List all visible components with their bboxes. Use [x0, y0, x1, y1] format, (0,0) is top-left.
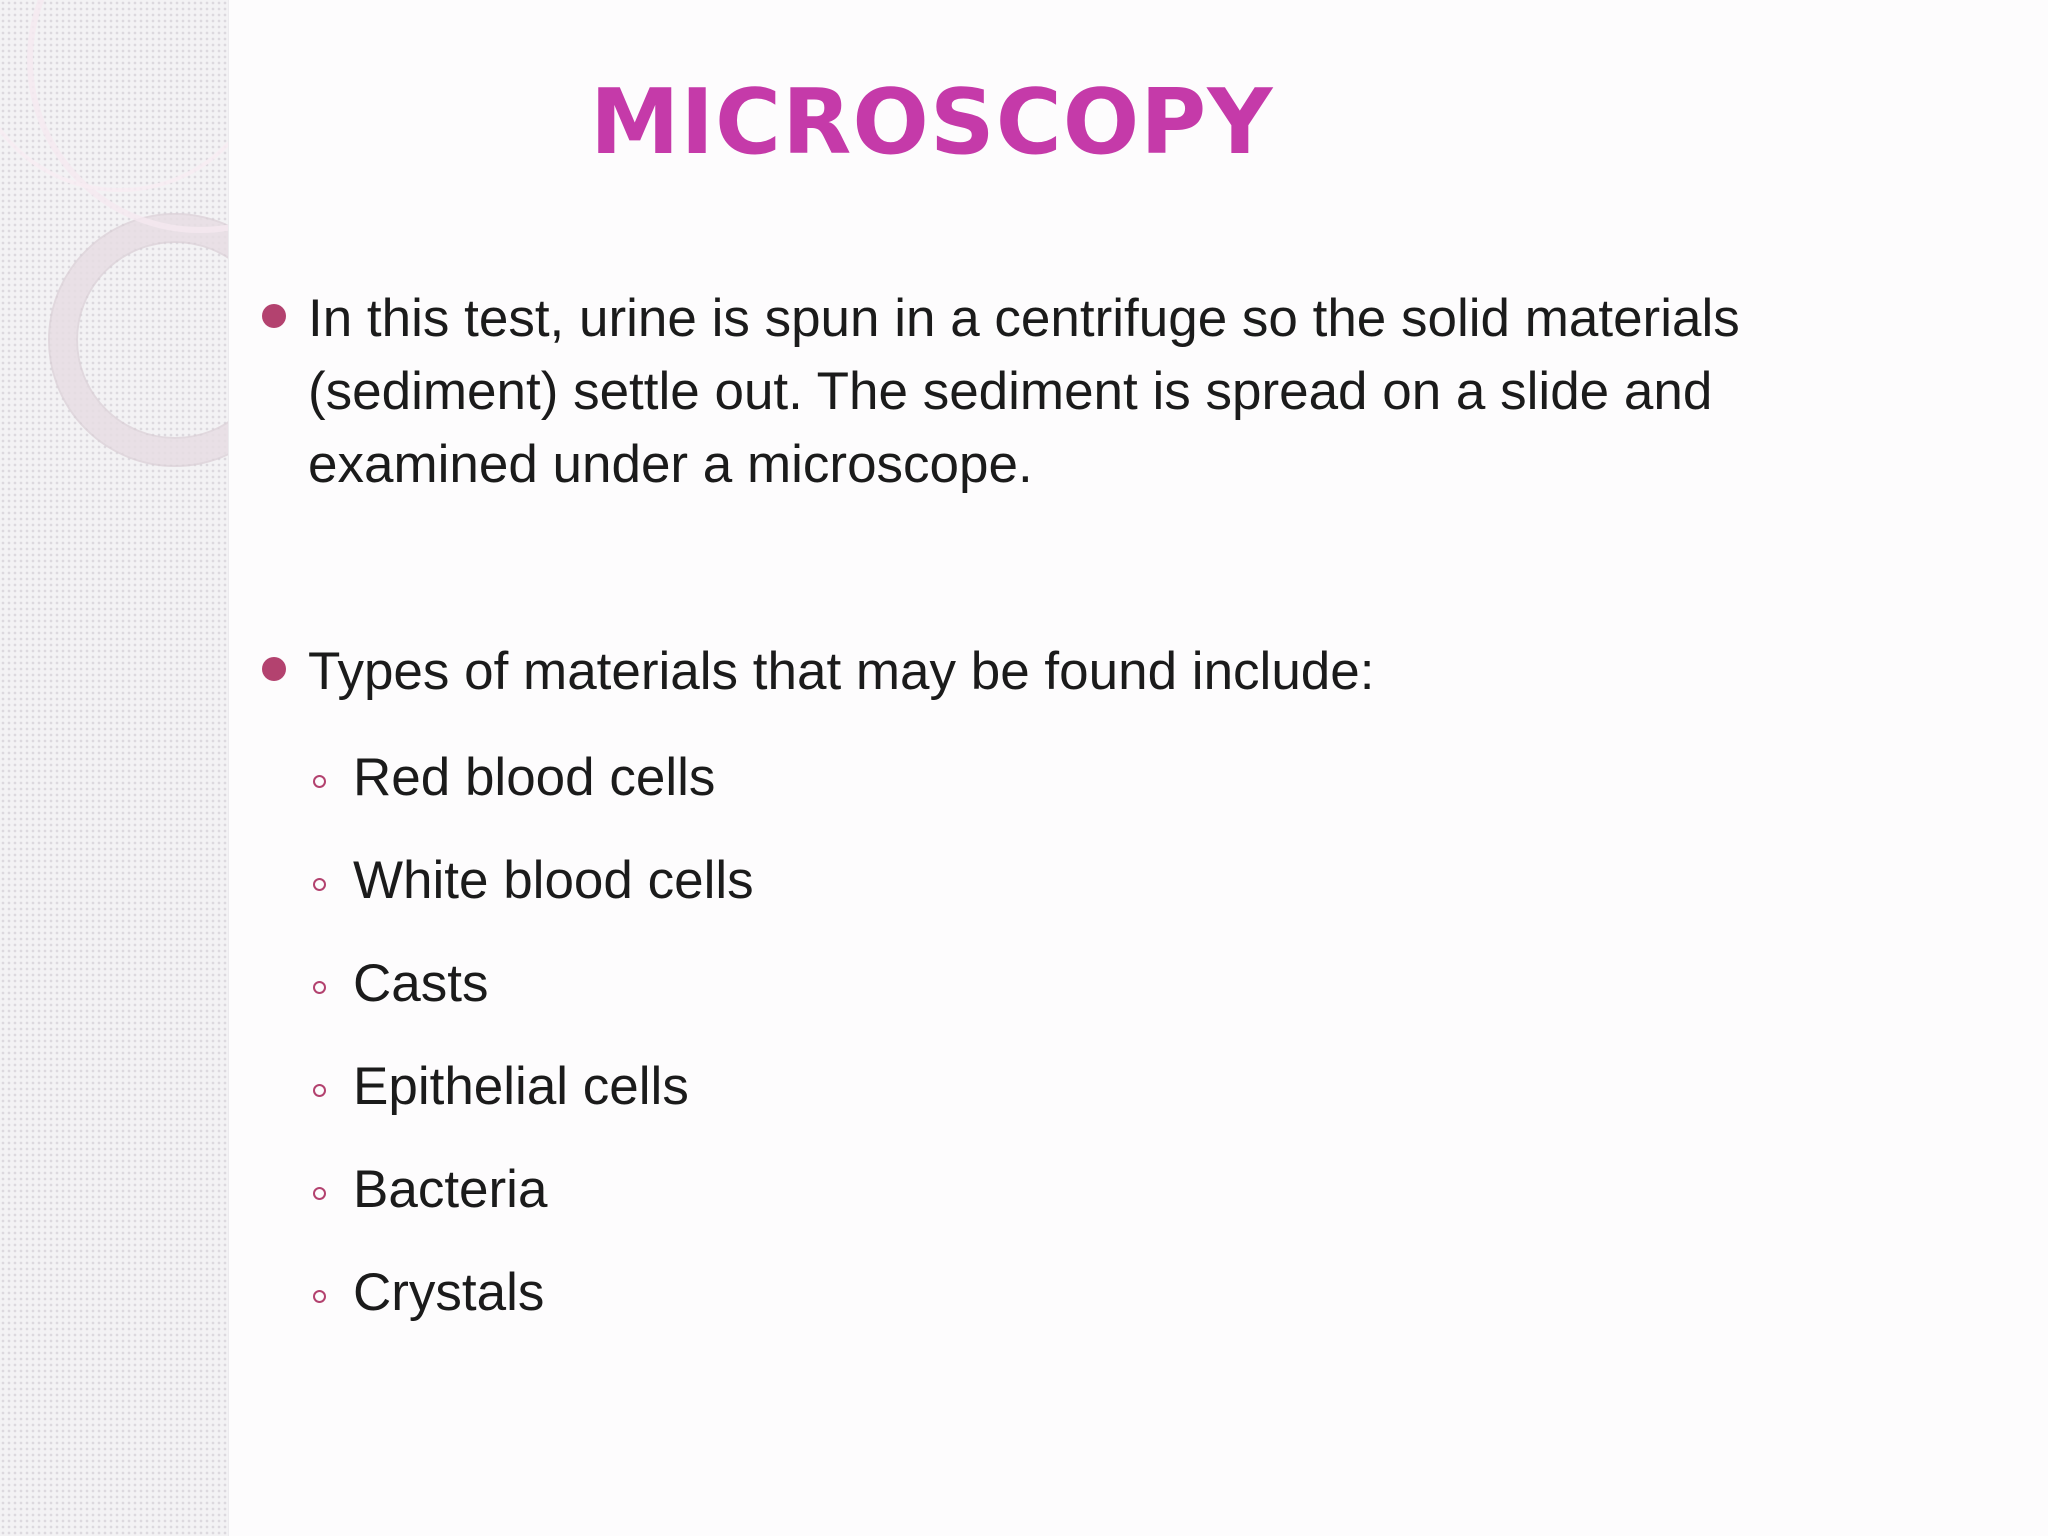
sub-item-text: Crystals	[353, 1263, 545, 1322]
slide-title: MICROSCOPY	[590, 70, 1274, 175]
filled-circle-bullet-icon	[262, 304, 286, 328]
sub-item-text: Bacteria	[353, 1160, 548, 1219]
bullet-text: In this test, urine is spun in a centrifuge so the solid materials (sediment) settle out. The sediment is spread on a slide and examined under a microscope.	[308, 289, 1740, 494]
hollow-circle-bullet-icon	[313, 1084, 326, 1097]
hollow-circle-bullet-icon	[313, 981, 326, 994]
hollow-circle-bullet-icon	[313, 775, 326, 788]
sub-item-text: Epithelial cells	[353, 1057, 689, 1116]
sub-item-text: Red blood cells	[353, 748, 716, 807]
hollow-circle-bullet-icon	[313, 1290, 326, 1303]
hollow-circle-bullet-icon	[313, 878, 326, 891]
filled-circle-bullet-icon	[262, 657, 286, 681]
bullet-text: Types of materials that may be found include:	[308, 642, 1375, 701]
sub-item-text: White blood cells	[353, 851, 754, 910]
decorative-circles	[0, 0, 228, 520]
hollow-circle-bullet-icon	[313, 1187, 326, 1200]
sub-item-text: Casts	[353, 954, 489, 1013]
